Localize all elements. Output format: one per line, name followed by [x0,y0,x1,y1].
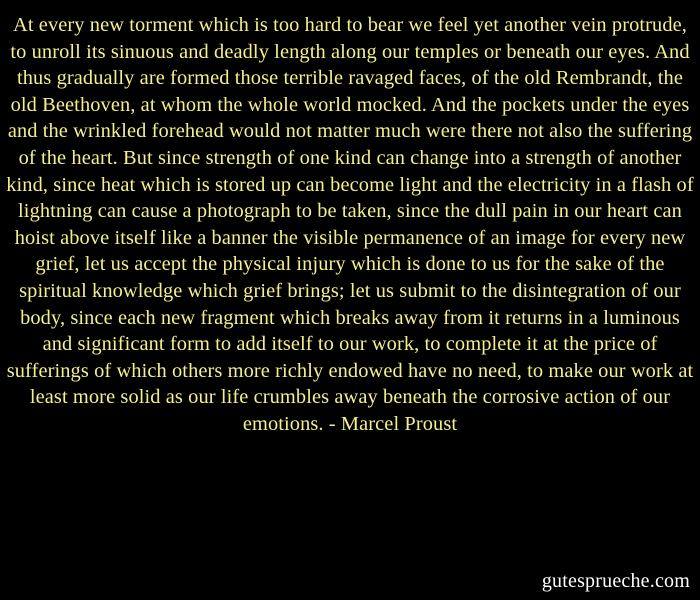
watermark-site-name: gutesprueche.com [541,570,690,592]
quote-text: At every new torment which is too hard to bear we feel yet another vein protrude, to unroll its sinuous and deadly length along our temples or beneath our eyes. And thus gradually are formed those terrible ravaged faces, of the old Rembrandt, the old Beethoven, at whom the whole world mocked. And the pockets under the eyes and the wrinkled forehead would not matter much were there not also the suffering of the heart. But since strength of one kind can change into a strength of another kind, since heat which is stored up can become light and the electricity in a flash of lightning can cause a photograph to be taken, since the dull pain in our heart can hoist above itself like a banner the visible permanence of an image for every new grief, let us accept the physical injury which is done to us for the sake of the spiritual knowledge which grief brings; let us submit to the disintegration of our body, since each new fragment which breaks away from it returns in a luminous and significant form to add itself to our work, to complete it at the price of sufferings of which others more richly endowed have no need, to make our work at least more solid as our life crumbles away beneath the corrosive action of our emotions. - Marcel Proust [6,14,694,435]
